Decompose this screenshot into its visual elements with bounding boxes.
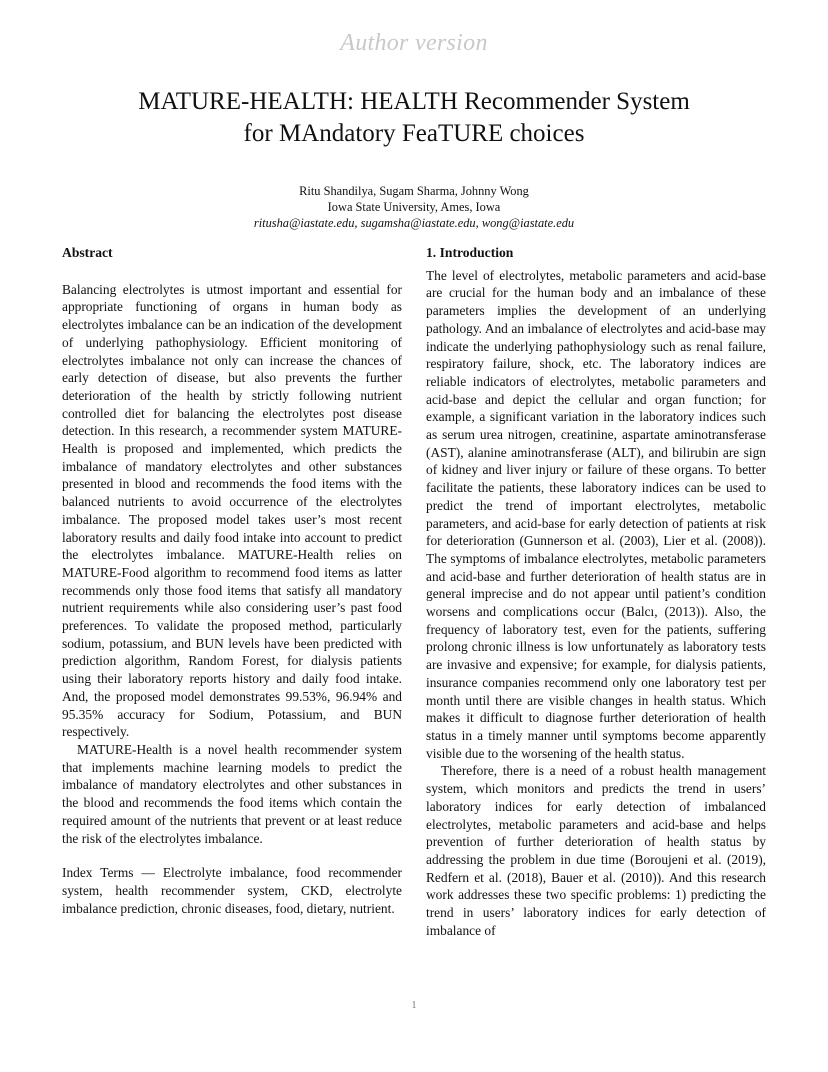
index-terms: Index Terms — Electrolyte imbalance, food recommender system, health recommender system, CKD, electrolyte imbalance prediction, chronic diseases, food, dietary, nutrient. [62, 865, 402, 916]
abstract-column [62, 244, 402, 917]
author-affiliation: Iowa State University, Ames, Iowa [327, 200, 501, 214]
introduction-paragraph-1: The level of electrolytes, metabolic parameters and acid-base are crucial for the human body and an imbalance of these parameters implies the development of an underlying pathology. And an imbalance of electrolytes and acid-base may indicate the underlying pathophysiology such as renal failure, respiratory failure, shock, etc. The laboratory indices are reliable indicators of electrolytes, metabolic parameters and acid-base and depict the cellular and organ function; for example, a significant variation in the laboratory indices such as serum urea nitrogen, creatinine, aspartate aminotransferase (AST), alanine aminotransferase (ALT), and bilirubin are sign of kidney and liver injury or failure of these organs. To better facilitate the patients, these laboratory indices can be used to predict the trend of important electrolytes, metabolic parameters, and acid-base for early detection of patients at risk for deterioration (Gunnerson et al. (2003), Lier et al. (2008)). The symptoms of imbalance electrolytes, metabolic parameters and acid-base and further deterioration of health status are in general imprecise and do not appear until patient’s condition worsens and complications occur (Balcı, (2013)). Also, the frequency of laboratory test, even for the patients, suffering prolong chronic illness is low unfortunately as laboratory tests are invasive and expensive; for example, for dialysis patients, insurance companies recommend only one laboratory test per month until there are visible changes in health status. Which makes it difficult to diagnose further deterioration of health status in a timely manner until symptoms become apparently visible due to the worsening of the health status. [426, 267, 766, 761]
paper-title-line-2: for MAndatory FeaTURE choices [243, 120, 585, 147]
page-number: 1 [411, 1000, 417, 1011]
paper-title [60, 86, 768, 150]
abstract-paragraph-2: MATURE-Health is a novel health recommender system that implements machine learning models to predict the imbalance of mandatory electrolytes and other substances in the blood and recommends the food items which contain the required amount of the nutrients that prevent or at least reduce the risk of the electrolytes imbalance. [62, 741, 402, 846]
introduction-column [426, 244, 766, 939]
abstract-heading: Abstract [62, 245, 113, 260]
paper-title-line-1: MATURE-HEALTH: HEALTH Recommender System [138, 88, 690, 115]
author-block [60, 183, 768, 231]
author-emails: ritusha@iastate.edu, sugamsha@iastate.edu, wong@iastate.edu [253, 216, 575, 230]
introduction-paragraph-2: Therefore, there is a need of a robust health management system, which monitors and predicts the trend in users’ laboratory indices for early detection of imbalanced electrolytes, metabolic parameters and acid-base and helps prevention of further deterioration of health status by addressing the problem in due time (Boroujeni et al. (2019), Redfern et al. (2018), Bauer et al. (2010)). And this research work addresses these two specific problems: 1) predicting the trend in users’ laboratory indices for early detection of imbalance of [426, 763, 766, 938]
author-names: Ritu Shandilya, Sugam Sharma, Johnny Wong [299, 184, 529, 198]
introduction-heading: 1. Introduction [426, 245, 514, 260]
abstract-paragraph-1: Balancing electrolytes is utmost important and essential for appropriate functioning of organs in human body as electrolytes imbalance can be an indication of the development of underlying pathophysiology. Efficient monitoring of electrolytes imbalance not only can increase the chances of early detection of disease, but also prevents the further deterioration of the health by strictly following nutrient controlled diet for balancing the electrolytes post disease detection. In this research, a recommender system MATURE-Health is proposed and implemented, which predicts the imbalance of mandatory electrolytes and other substances presented in blood and recommends the food items with the balanced nutrients to avoid occurrence of the electrolytes imbalance. The proposed model takes user’s most recent laboratory results and daily food intake into account to predict the electrolytes imbalance. MATURE-Health relies on MATURE-Food algorithm to recommend food items as latter recommends only those food items that satisfy all mandatory nutrient requirements while also considering user’s past food preferences. To validate the proposed method, particularly sodium, potassium, and BUN levels have been predicted with prediction algorithm, Random Forest, for dialysis patients using their laboratory reports history and daily food intake. And, the proposed model demonstrates 99.53%, 96.94% and 95.35% accuracy for Sodium, Potassium, and BUN respectively. [62, 281, 402, 740]
author-version-watermark: Author version [340, 30, 488, 56]
